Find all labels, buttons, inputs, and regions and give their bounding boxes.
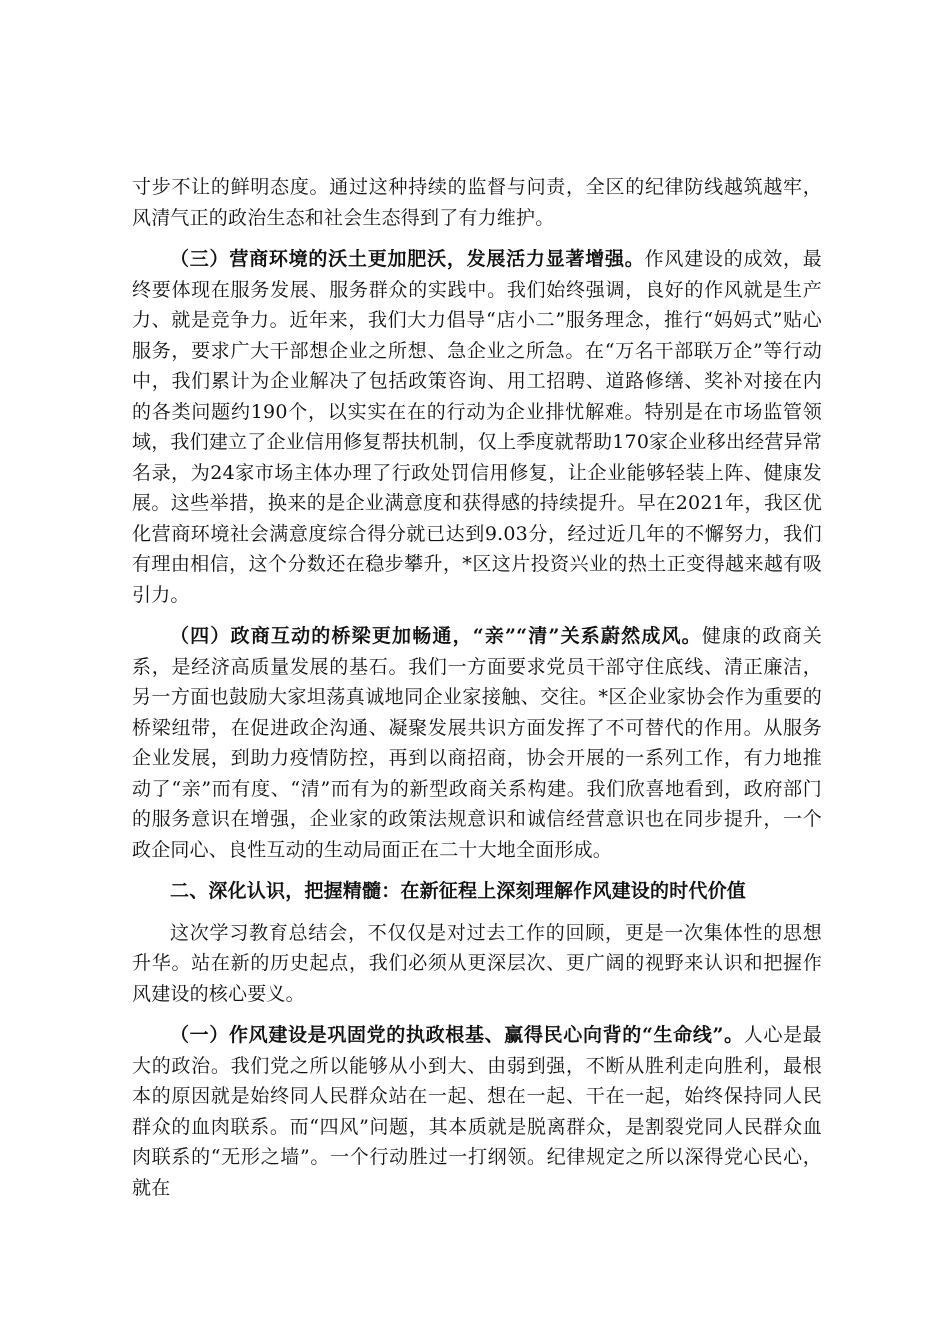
- paragraph-intro: [132, 918, 822, 1010]
- paragraph-text: 这次学习教育总结会，不仅仅是对过去工作的回顾，更是一次集体性的思想升华。站在新的历史起点，我们必须从更深层次、更广阔的视野来认识和把握作风建设的核心要义。: [132, 921, 822, 1005]
- paragraph-text: 作风建设的成效，最终要体现在服务发展、服务群众的实践中。我们始终强调，良好的作风就是生产力、就是竞争力。近年来，我们大力倡导“店小二”服务理念，推行“妈妈式”贴心服务，要求广大干部想企业之所想、急企业之所急。在“万名干部联万企”等行动中，我们累计为企业解决了包括政策咨询、用工招聘、道路修缮、奖补对接在内的各类问题约190个，以实实在在的行动为企业排忧解难。特别是在市场监管领域，我们建立了企业信用修复帮扶机制，仅上季度就帮助170家企业移出经营异常名录，为24家市场主体办理了行政处罚信用修复，让企业能够轻装上阵、健康发展。这些举措，换来的是企业满意度和获得感的持续提升。早在2021年，我区优化营商环境社会满意度综合得分就已达到9.03分，经过近几年的不懈努力，我们有理由相信，这个分数还在稳步攀升，*区这片投资兴业的热土正变得越来越有吸引力。: [132, 248, 822, 606]
- paragraph-lifeline: [132, 1020, 822, 1203]
- document-page: [132, 172, 822, 1214]
- paragraph-text: 寸步不让的鲜明态度。通过这种持续的监督与问责，全区的纪律防线越筑越牢，风清气正的政治生态和社会生态得到了有力维护。: [132, 176, 822, 229]
- paragraph-text: 健康的政商关系，是经济高质量发展的基石。我们一方面要求党员干部守住底线、清正廉洁，另一方面也鼓励大家坦荡真诚地同企业家接触、交往。*区企业家协会作为重要的桥梁纽带，在促进政企沟通、凝聚发展共识方面发挥了不可替代的作用。从服务企业发展，到助力疫情防控，再到以商招商，协会开展的一系列工作，有力地推动了“亲”而有度、“清”而有为的新型政商关系构建。我们欣喜地看到，政府部门的服务意识在增强，企业家的政策法规意识和诚信经营意识也在同步提升，一个政企同心、良性互动的生动局面正在二十大地全面形成。: [132, 625, 822, 861]
- paragraph-continuation: [132, 172, 822, 233]
- paragraph-business-environment: [132, 244, 822, 610]
- paragraph-lead-heading: （三）营商环境的沃土更加肥沃，发展活力显著增强。: [170, 248, 645, 270]
- paragraph-government-business: [132, 621, 822, 865]
- section-heading: 二、深化认识，把握精髓：在新征程上深刻理解作风建设的时代价值: [170, 880, 747, 902]
- paragraph-text: 人心是最大的政治。我们党之所以能够从小到大、由弱到强，不断从胜利走向胜利，最根本的原因就是始终同人民群众站在一起、想在一起、干在一起，始终保持同人民群众的血肉联系。而“四风”问题，其本质就是脱离群众，是割裂党同人民群众血肉联系的“无形之墙”。一个行动胜过一打纲领。纪律规定之所以深得党心民心，就在: [132, 1024, 822, 1199]
- paragraph-lead-heading: （一）作风建设是巩固党的执政根基、赢得民心向背的“生命线”。: [170, 1024, 744, 1046]
- paragraph-lead-heading: （四）政商互动的桥梁更加畅通，“亲”“清”关系蔚然成风。: [170, 625, 702, 647]
